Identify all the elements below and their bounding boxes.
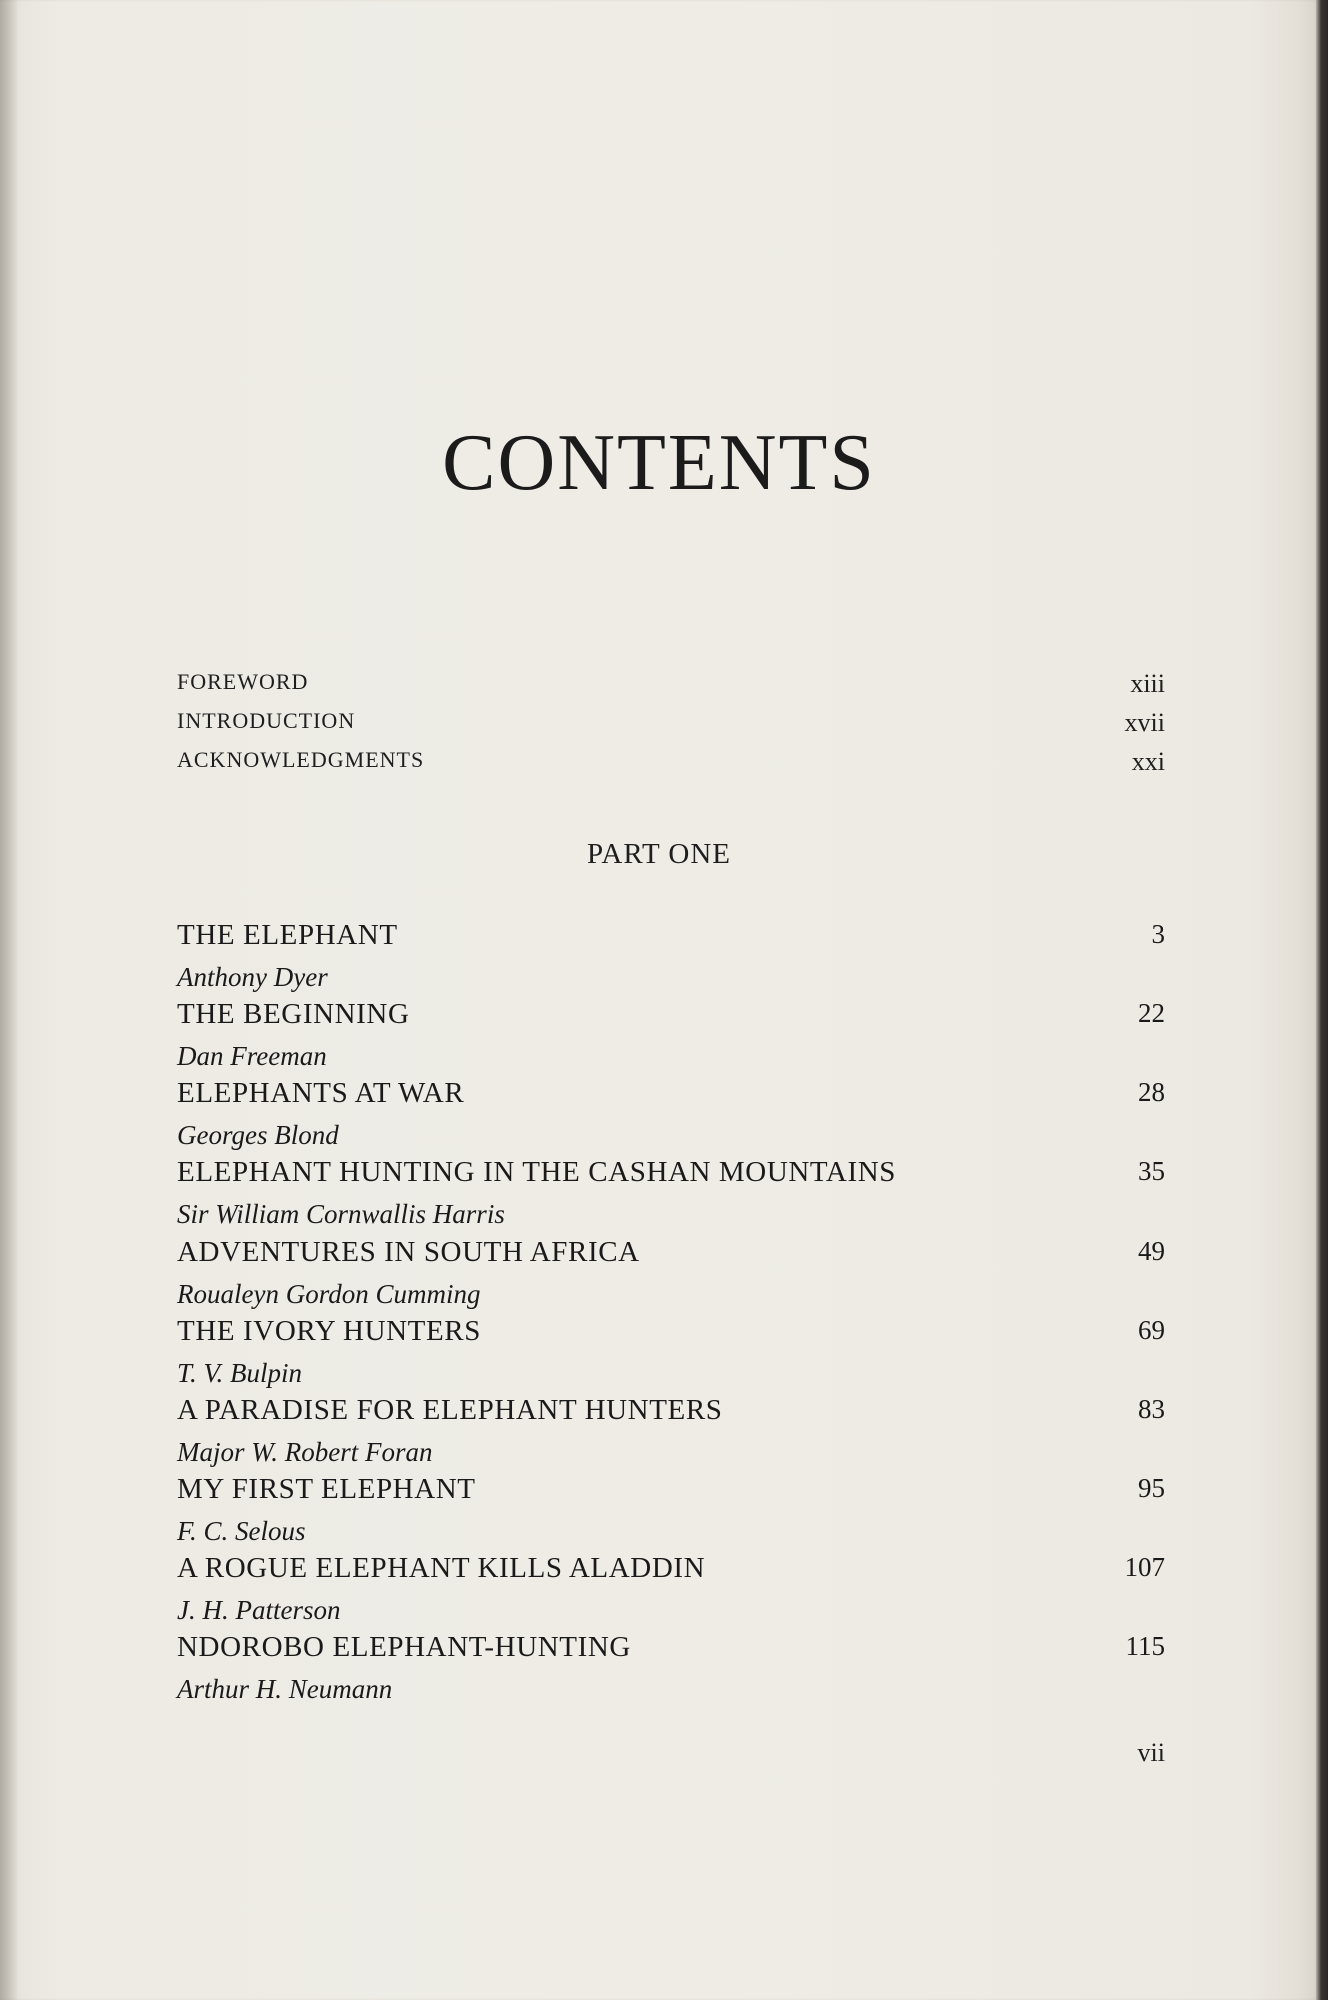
front-matter-label: INTRODUCTION — [177, 708, 356, 733]
toc-entry-title — [177, 1473, 1165, 1506]
toc-entry-title — [177, 1077, 1165, 1110]
toc-entry-title — [177, 998, 1165, 1031]
toc-entry-title — [177, 1552, 1165, 1585]
toc-entry-author: F. C. Selous — [177, 1516, 306, 1546]
front-matter-page: xiii — [1130, 669, 1165, 698]
toc-entry-title — [177, 1315, 1165, 1348]
entry-page-number: 22 — [1138, 998, 1165, 1028]
entry-title-text: ELEPHANTS AT WAR — [177, 1077, 465, 1109]
toc-entry-title — [177, 1394, 1165, 1427]
entry-page-number: 95 — [1138, 1473, 1165, 1503]
part-heading: PART ONE — [586, 838, 732, 870]
entry-title-text: ADVENTURES IN SOUTH AFRICA — [177, 1236, 640, 1268]
front-matter-page: xvii — [1124, 708, 1165, 737]
front-matter-page: xxi — [1131, 747, 1165, 776]
entry-title-text: THE BEGINNING — [177, 998, 410, 1030]
entry-page-number: 28 — [1138, 1077, 1165, 1107]
toc-entry-author: Arthur H. Neumann — [177, 1674, 393, 1704]
entry-title-text: A ROGUE ELEPHANT KILLS ALADDIN — [177, 1552, 706, 1584]
toc-entry-title — [177, 919, 1165, 952]
page-folio: vii — [1137, 1738, 1165, 1767]
entry-title-text: THE IVORY HUNTERS — [177, 1315, 481, 1347]
entry-page-number: 35 — [1138, 1156, 1165, 1186]
entry-page-number: 69 — [1138, 1315, 1165, 1345]
toc-entry-title — [177, 1631, 1165, 1664]
spine-shadow — [0, 0, 18, 2000]
entry-page-number: 49 — [1138, 1236, 1165, 1266]
toc-entry-author: Sir William Cornwallis Harris — [177, 1199, 505, 1229]
toc-entry-author: Dan Freeman — [177, 1041, 327, 1071]
front-matter-introduction — [177, 708, 1165, 737]
front-matter-foreword — [177, 669, 1165, 698]
toc-entry-author: Major W. Robert Foran — [177, 1437, 433, 1467]
toc-entry-author: Anthony Dyer — [177, 962, 328, 992]
entry-title-text: THE ELEPHANT — [177, 919, 398, 951]
front-matter-acknowledgments — [177, 747, 1165, 776]
toc-entry-author: Georges Blond — [177, 1120, 339, 1150]
entry-title-text: MY FIRST ELEPHANT — [177, 1473, 476, 1505]
entry-page-number: 83 — [1138, 1394, 1165, 1424]
book-edge — [1316, 0, 1328, 2000]
front-matter-label: FOREWORD — [177, 669, 309, 694]
entry-title-text: ELEPHANT HUNTING IN THE CASHAN MOUNTAINS — [177, 1156, 896, 1188]
toc-entry-title — [177, 1236, 1165, 1269]
toc-entry-author: J. H. Patterson — [177, 1595, 341, 1625]
entry-page-number: 107 — [1124, 1552, 1165, 1582]
toc-entry-author: Roualeyn Gordon Cumming — [177, 1279, 481, 1309]
toc-entry-title — [177, 1156, 1165, 1189]
page-title: CONTENTS — [442, 419, 876, 507]
entry-title-text: NDOROBO ELEPHANT-HUNTING — [177, 1631, 631, 1663]
entry-title-text: A PARADISE FOR ELEPHANT HUNTERS — [177, 1394, 723, 1426]
entry-page-number: 115 — [1125, 1631, 1165, 1661]
toc-entry-author: T. V. Bulpin — [177, 1358, 303, 1388]
front-matter-label: ACKNOWLEDGMENTS — [177, 747, 425, 772]
entry-page-number: 3 — [1151, 919, 1165, 949]
